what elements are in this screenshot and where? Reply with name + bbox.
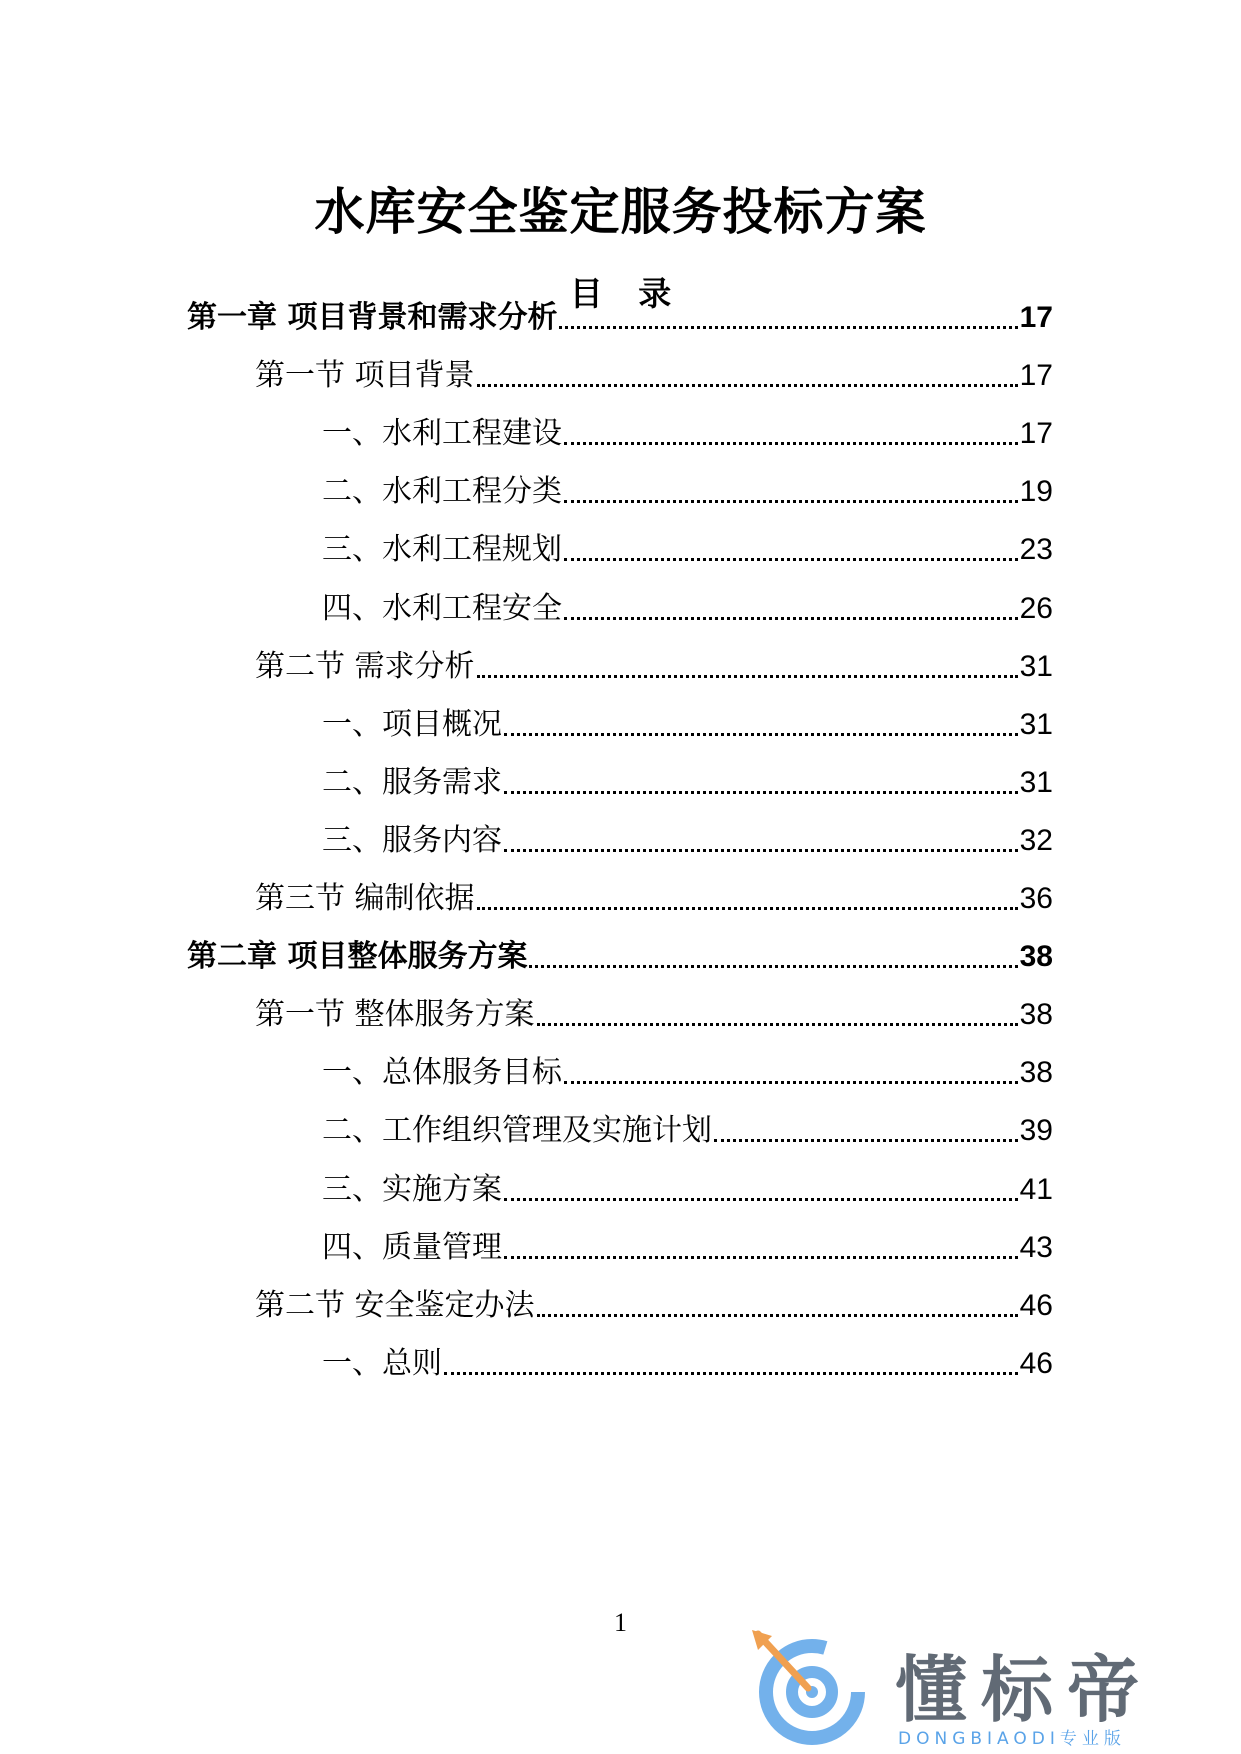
document-title: 水库安全鉴定服务投标方案 [314, 183, 927, 241]
toc-dot-leader [477, 383, 1018, 387]
toc-entry-label: 一、总则 [322, 1345, 442, 1381]
toc-entry-label: 二、工作组织管理及实施计划 [322, 1113, 712, 1149]
toc-entry-label: 三、水利工程规划 [322, 532, 562, 568]
toc-entry-page: 23 [1019, 533, 1053, 567]
toc-entry-page: 46 [1019, 1346, 1053, 1380]
target-arrow-icon [750, 1628, 868, 1746]
toc-entry-page: 38 [1019, 998, 1053, 1032]
toc-entry[interactable] [255, 995, 1053, 1035]
toc-entry-label: 第二节 需求分析 [255, 648, 475, 684]
toc-entry-page: 46 [1019, 1288, 1053, 1322]
toc-entry[interactable] [322, 589, 1053, 629]
toc-entry-page: 26 [1019, 591, 1053, 625]
toc-entry-label: 第二章 项目整体服务方案 [187, 939, 528, 975]
toc-entry[interactable] [322, 821, 1053, 861]
toc-entry[interactable] [322, 1228, 1053, 1268]
toc-entry-label: 三、服务内容 [322, 822, 502, 858]
toc-entry-page: 39 [1019, 1114, 1053, 1148]
toc-entry[interactable] [255, 1286, 1053, 1326]
toc-entry[interactable] [255, 879, 1053, 919]
toc-entry[interactable] [322, 705, 1053, 745]
toc-dot-leader [537, 1313, 1018, 1317]
toc-entry-page: 36 [1019, 882, 1053, 915]
toc-heading: 目 录 [569, 274, 684, 313]
watermark-subtitle: DONGBIAODI专业版 [898, 1729, 1126, 1749]
toc-entry-label: 三、实施方案 [322, 1171, 502, 1207]
toc-entry-page: 17 [1019, 301, 1053, 334]
toc-entry[interactable] [322, 530, 1053, 570]
toc-entry[interactable] [322, 1344, 1053, 1384]
toc-entry[interactable] [187, 298, 1053, 338]
watermark-brand-name: 懂标帝 [895, 1648, 1154, 1732]
toc-entry[interactable] [187, 937, 1053, 977]
toc-entry[interactable] [322, 472, 1053, 512]
toc-entry-page: 31 [1019, 707, 1053, 741]
toc-entry-page: 43 [1019, 1230, 1053, 1264]
page-number: 1 [614, 1608, 627, 1637]
toc-entry-page: 17 [1019, 359, 1053, 393]
toc-entry[interactable] [322, 1170, 1053, 1210]
toc-entry-page: 19 [1019, 475, 1053, 509]
toc-entry[interactable] [322, 414, 1053, 454]
toc-entry-page: 31 [1019, 649, 1053, 683]
toc-entry-label: 一、项目概况 [322, 706, 502, 742]
toc-dot-leader [477, 906, 1018, 910]
watermark [750, 1628, 1220, 1749]
toc-dot-leader [504, 732, 1018, 736]
toc-entry[interactable] [322, 1053, 1053, 1093]
toc-entry-label: 第三节 编制依据 [255, 881, 475, 916]
toc-entry-label: 第一节 项目背景 [255, 358, 475, 394]
toc-entry-label: 二、服务需求 [322, 764, 502, 800]
toc-entry-page: 31 [1019, 765, 1053, 799]
toc-entry-label: 第一节 整体服务方案 [255, 997, 535, 1033]
toc-dot-leader [504, 790, 1018, 794]
toc-entry[interactable] [322, 763, 1053, 803]
toc-entry-page: 17 [1019, 417, 1053, 451]
toc-entry-label: 第一章 项目背景和需求分析 [187, 300, 558, 335]
toc-dot-leader [477, 674, 1018, 678]
toc-dot-leader [564, 499, 1018, 503]
toc-entry[interactable] [322, 1111, 1053, 1151]
toc-dot-leader [564, 616, 1018, 620]
toc-entry[interactable] [255, 356, 1053, 396]
toc-entry-page: 41 [1019, 1172, 1053, 1206]
toc-entry-label: 一、总体服务目标 [322, 1055, 562, 1091]
toc-dot-leader [504, 848, 1018, 852]
toc-dot-leader [537, 1022, 1018, 1026]
toc-entry-label: 二、水利工程分类 [322, 474, 562, 510]
toc-dot-leader [444, 1371, 1018, 1375]
toc-dot-leader [529, 964, 1017, 968]
toc-dot-leader [714, 1138, 1018, 1142]
toc-entry-page: 32 [1019, 823, 1053, 857]
toc-dot-leader [559, 325, 1017, 329]
toc-entry-label: 第二节 安全鉴定办法 [255, 1287, 535, 1323]
toc-entry-page: 38 [1019, 1056, 1053, 1090]
toc-entry-label: 一、水利工程建设 [322, 416, 562, 452]
toc-dot-leader [564, 557, 1018, 561]
toc-entry[interactable] [255, 647, 1053, 687]
toc-dot-leader [504, 1197, 1018, 1201]
toc-dot-leader [564, 441, 1018, 445]
toc-dot-leader [564, 1080, 1018, 1084]
toc-entry-page: 38 [1019, 940, 1053, 974]
toc-entry-label: 四、质量管理 [322, 1229, 502, 1265]
toc-dot-leader [504, 1255, 1018, 1259]
toc-entry-label: 四、水利工程安全 [322, 590, 562, 626]
